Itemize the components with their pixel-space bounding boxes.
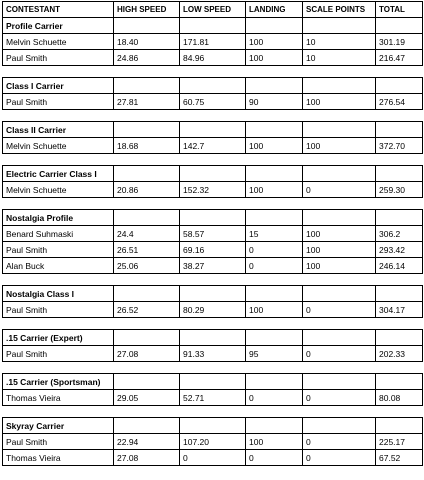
header-cell-scale-points: SCALE POINTS	[303, 2, 376, 18]
section-title-row	[3, 18, 423, 34]
table-cell: 80.08	[376, 390, 423, 406]
empty-cell	[303, 330, 376, 346]
spacer-cell	[376, 110, 423, 122]
header-cell-high-speed: HIGH SPEED	[114, 2, 180, 18]
spacer-cell	[246, 406, 303, 418]
table-cell: 58.57	[180, 226, 246, 242]
empty-cell	[303, 166, 376, 182]
spacer-cell	[246, 362, 303, 374]
table-cell: 171.81	[180, 34, 246, 50]
empty-cell	[180, 166, 246, 182]
table-cell: Melvin Schuette	[3, 34, 114, 50]
empty-cell	[114, 210, 180, 226]
empty-cell	[376, 122, 423, 138]
table-cell: Paul Smith	[3, 94, 114, 110]
table-cell: 0	[246, 258, 303, 274]
section-title: Nostalgia Profile	[3, 210, 114, 226]
spacer-row	[3, 406, 423, 418]
header-cell-contestant: CONTESTANT	[3, 2, 114, 18]
section-title: .15 Carrier (Expert)	[3, 330, 114, 346]
empty-cell	[114, 166, 180, 182]
table-cell: Alan Buck	[3, 258, 114, 274]
spacer-cell	[376, 274, 423, 286]
table-cell: Paul Smith	[3, 302, 114, 318]
spacer-cell	[114, 198, 180, 210]
section-title-row	[3, 374, 423, 390]
table-cell: 152.32	[180, 182, 246, 198]
table-cell: 95	[246, 346, 303, 362]
spacer-cell	[180, 406, 246, 418]
table-cell: 18.40	[114, 34, 180, 50]
spacer-row	[3, 362, 423, 374]
spacer-cell	[3, 406, 114, 418]
table-cell: 26.52	[114, 302, 180, 318]
spacer-cell	[303, 362, 376, 374]
table-cell: 84.96	[180, 50, 246, 66]
spacer-row	[3, 198, 423, 210]
header-cell-total: TOTAL	[376, 2, 423, 18]
table-cell: 0	[303, 302, 376, 318]
table-cell: 52.71	[180, 390, 246, 406]
table-cell: 142.7	[180, 138, 246, 154]
table-cell: Paul Smith	[3, 346, 114, 362]
table-cell: Thomas Vieira	[3, 390, 114, 406]
table-cell: Paul Smith	[3, 50, 114, 66]
table-cell: 22.94	[114, 434, 180, 450]
empty-cell	[114, 418, 180, 434]
table-cell: 0	[246, 242, 303, 258]
table-cell: 100	[246, 138, 303, 154]
empty-cell	[246, 122, 303, 138]
empty-cell	[376, 18, 423, 34]
table-row	[3, 390, 423, 406]
spacer-cell	[246, 110, 303, 122]
table-row	[3, 346, 423, 362]
table-cell: 293.42	[376, 242, 423, 258]
table-row	[3, 242, 423, 258]
spacer-cell	[303, 110, 376, 122]
spacer-cell	[114, 406, 180, 418]
spacer-cell	[3, 66, 114, 78]
spacer-cell	[180, 274, 246, 286]
results-sheet	[2, 1, 422, 466]
empty-cell	[303, 18, 376, 34]
spacer-cell	[376, 406, 423, 418]
spacer-cell	[246, 318, 303, 330]
table-cell: 0	[246, 450, 303, 466]
table-cell: 27.08	[114, 346, 180, 362]
empty-cell	[114, 330, 180, 346]
spacer-row	[3, 154, 423, 166]
spacer-cell	[376, 154, 423, 166]
table-row	[3, 258, 423, 274]
empty-cell	[376, 78, 423, 94]
empty-cell	[376, 330, 423, 346]
section-title-row	[3, 418, 423, 434]
table-cell: 100	[303, 258, 376, 274]
table-cell: 202.33	[376, 346, 423, 362]
empty-cell	[246, 210, 303, 226]
table-cell: 100	[303, 138, 376, 154]
table-cell: 0	[303, 450, 376, 466]
table-cell: 0	[303, 390, 376, 406]
spacer-cell	[3, 154, 114, 166]
table-cell: 60.75	[180, 94, 246, 110]
spacer-cell	[180, 110, 246, 122]
table-cell: 0	[303, 182, 376, 198]
section-title-row	[3, 122, 423, 138]
spacer-cell	[3, 198, 114, 210]
empty-cell	[180, 374, 246, 390]
spacer-cell	[180, 318, 246, 330]
spacer-cell	[180, 66, 246, 78]
table-cell: 100	[303, 242, 376, 258]
empty-cell	[376, 374, 423, 390]
table-cell: 38.27	[180, 258, 246, 274]
table-cell: 90	[246, 94, 303, 110]
empty-cell	[180, 330, 246, 346]
table-cell: 24.4	[114, 226, 180, 242]
table-cell: 100	[246, 34, 303, 50]
table-cell: 91.33	[180, 346, 246, 362]
table-cell: 27.81	[114, 94, 180, 110]
spacer-cell	[180, 198, 246, 210]
section-title-row	[3, 330, 423, 346]
empty-cell	[246, 18, 303, 34]
empty-cell	[376, 418, 423, 434]
table-cell: 246.14	[376, 258, 423, 274]
table-row	[3, 182, 423, 198]
table-cell: 26.51	[114, 242, 180, 258]
spacer-cell	[114, 154, 180, 166]
table-cell: Paul Smith	[3, 242, 114, 258]
empty-cell	[114, 374, 180, 390]
empty-cell	[303, 210, 376, 226]
results-body	[3, 2, 423, 466]
table-cell: 0	[303, 434, 376, 450]
table-row	[3, 226, 423, 242]
empty-cell	[114, 286, 180, 302]
spacer-cell	[114, 66, 180, 78]
spacer-cell	[114, 110, 180, 122]
table-cell: 259.30	[376, 182, 423, 198]
section-title: Electric Carrier Class I	[3, 166, 114, 182]
empty-cell	[180, 78, 246, 94]
table-cell: Melvin Schuette	[3, 138, 114, 154]
table-cell: 372.70	[376, 138, 423, 154]
section-title: Profile Carrier	[3, 18, 114, 34]
spacer-cell	[246, 66, 303, 78]
empty-cell	[303, 78, 376, 94]
table-row	[3, 50, 423, 66]
table-cell: 15	[246, 226, 303, 242]
table-row	[3, 302, 423, 318]
spacer-cell	[303, 318, 376, 330]
empty-cell	[376, 286, 423, 302]
empty-cell	[114, 78, 180, 94]
table-cell: Thomas Vieira	[3, 450, 114, 466]
empty-cell	[303, 286, 376, 302]
empty-cell	[303, 418, 376, 434]
spacer-cell	[303, 406, 376, 418]
table-cell: 100	[303, 226, 376, 242]
header-row	[3, 2, 423, 18]
table-cell: Melvin Schuette	[3, 182, 114, 198]
spacer-row	[3, 110, 423, 122]
table-cell: 0	[246, 390, 303, 406]
empty-cell	[114, 18, 180, 34]
spacer-cell	[246, 198, 303, 210]
empty-cell	[180, 122, 246, 138]
results-table	[2, 1, 423, 466]
table-cell: 301.19	[376, 34, 423, 50]
header-cell-landing: LANDING	[246, 2, 303, 18]
section-title: Nostalgia Class I	[3, 286, 114, 302]
table-row	[3, 94, 423, 110]
empty-cell	[303, 374, 376, 390]
spacer-row	[3, 66, 423, 78]
section-title: Class I Carrier	[3, 78, 114, 94]
spacer-cell	[376, 362, 423, 374]
empty-cell	[180, 18, 246, 34]
table-cell: 100	[303, 94, 376, 110]
table-cell: 107.20	[180, 434, 246, 450]
empty-cell	[180, 210, 246, 226]
section-title-row	[3, 286, 423, 302]
empty-cell	[246, 78, 303, 94]
empty-cell	[246, 330, 303, 346]
spacer-cell	[376, 318, 423, 330]
spacer-cell	[114, 318, 180, 330]
empty-cell	[376, 210, 423, 226]
spacer-cell	[3, 110, 114, 122]
empty-cell	[246, 286, 303, 302]
table-cell: 80.29	[180, 302, 246, 318]
empty-cell	[180, 418, 246, 434]
table-cell: 306.2	[376, 226, 423, 242]
table-cell: 0	[303, 346, 376, 362]
empty-cell	[246, 418, 303, 434]
header-cell-low-speed: LOW SPEED	[180, 2, 246, 18]
empty-cell	[114, 122, 180, 138]
table-cell: 69.16	[180, 242, 246, 258]
table-cell: 216.47	[376, 50, 423, 66]
spacer-cell	[303, 274, 376, 286]
table-cell: Benard Suhmaski	[3, 226, 114, 242]
table-cell: 100	[246, 434, 303, 450]
section-title: Class II Carrier	[3, 122, 114, 138]
spacer-cell	[114, 274, 180, 286]
table-cell: 24.86	[114, 50, 180, 66]
spacer-cell	[180, 154, 246, 166]
spacer-cell	[303, 66, 376, 78]
table-cell: 18.68	[114, 138, 180, 154]
table-row	[3, 34, 423, 50]
spacer-cell	[3, 362, 114, 374]
empty-cell	[246, 374, 303, 390]
section-title: .15 Carrier (Sportsman)	[3, 374, 114, 390]
table-cell: 276.54	[376, 94, 423, 110]
table-cell: 67.52	[376, 450, 423, 466]
table-cell: 304.17	[376, 302, 423, 318]
spacer-cell	[376, 198, 423, 210]
spacer-cell	[3, 274, 114, 286]
spacer-cell	[3, 318, 114, 330]
table-cell: 10	[303, 50, 376, 66]
table-cell: 27.08	[114, 450, 180, 466]
empty-cell	[246, 166, 303, 182]
spacer-cell	[303, 154, 376, 166]
empty-cell	[303, 122, 376, 138]
spacer-row	[3, 318, 423, 330]
spacer-cell	[246, 274, 303, 286]
table-cell: 225.17	[376, 434, 423, 450]
empty-cell	[180, 286, 246, 302]
spacer-cell	[246, 154, 303, 166]
spacer-row	[3, 274, 423, 286]
spacer-cell	[376, 66, 423, 78]
table-cell: 0	[180, 450, 246, 466]
table-row	[3, 138, 423, 154]
spacer-cell	[114, 362, 180, 374]
table-row	[3, 450, 423, 466]
section-title-row	[3, 210, 423, 226]
table-cell: 10	[303, 34, 376, 50]
table-cell: 29.05	[114, 390, 180, 406]
spacer-cell	[180, 362, 246, 374]
section-title: Skyray Carrier	[3, 418, 114, 434]
section-title-row	[3, 78, 423, 94]
section-title-row	[3, 166, 423, 182]
table-cell: Paul Smith	[3, 434, 114, 450]
table-row	[3, 434, 423, 450]
table-cell: 20.86	[114, 182, 180, 198]
table-cell: 25.06	[114, 258, 180, 274]
empty-cell	[376, 166, 423, 182]
table-cell: 100	[246, 182, 303, 198]
table-cell: 100	[246, 50, 303, 66]
spacer-cell	[303, 198, 376, 210]
table-cell: 100	[246, 302, 303, 318]
